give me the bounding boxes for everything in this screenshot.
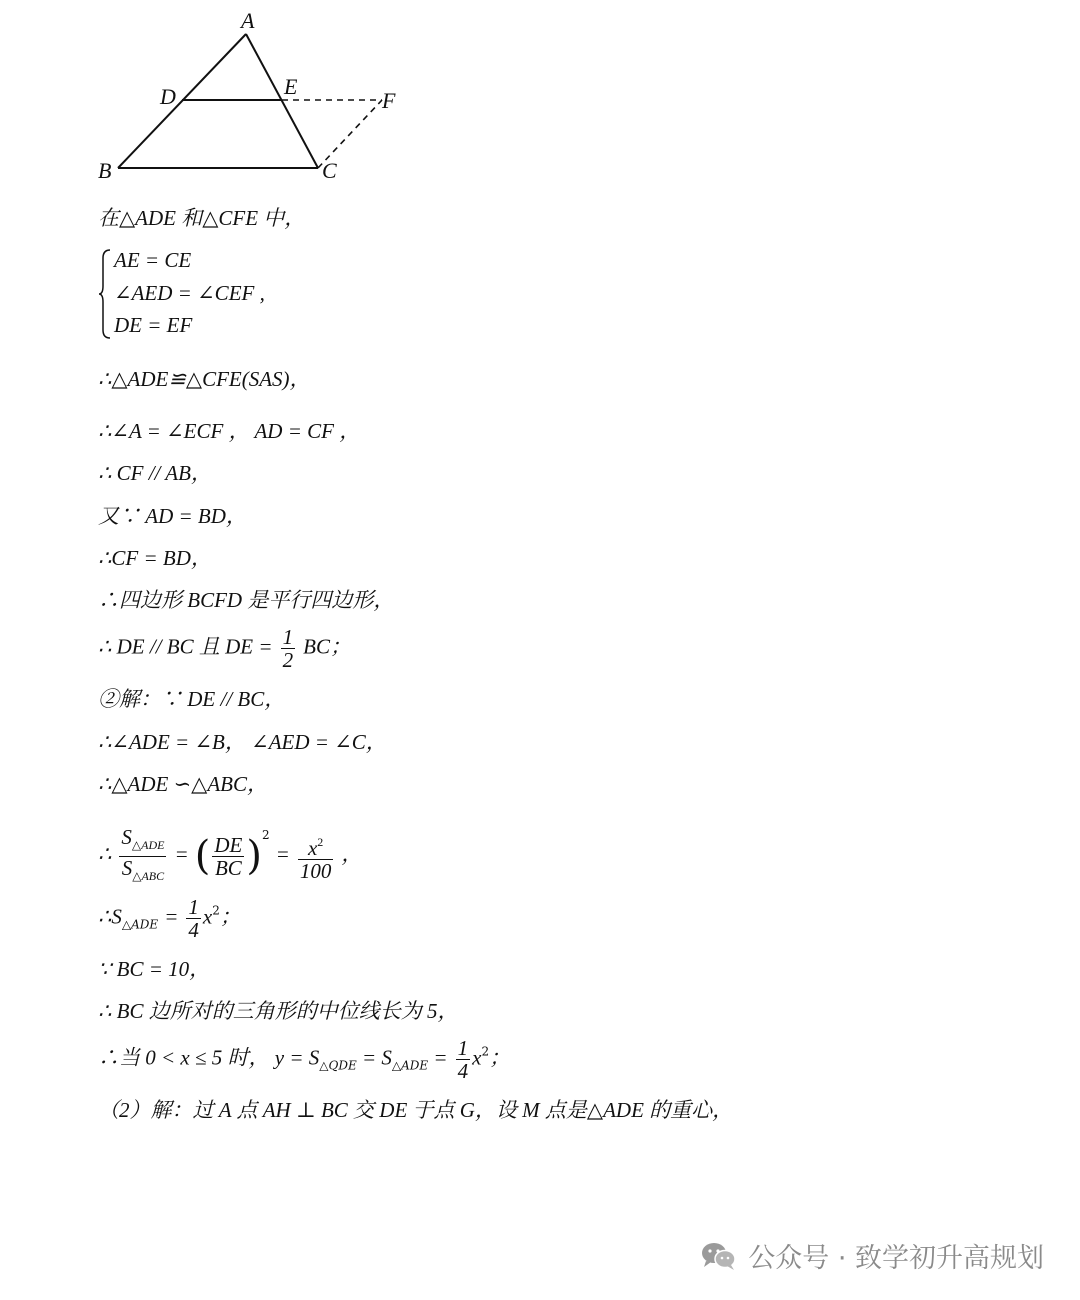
text-line-2: ∴△ADE≌△CFE(SAS)， — [98, 367, 311, 391]
text-line-7: ∴四边形 BCFD 是平行四边形， — [98, 588, 395, 612]
label-c: C — [322, 158, 337, 183]
wechat-icon — [700, 1240, 738, 1272]
text-line-5: 又∵ AD = BD， — [98, 504, 247, 528]
text-line-15: ∴ BC 边所对的三角形的中位线长为 5， — [98, 999, 459, 1023]
text-line-17: （2）解：过 A 点 AH ⊥ BC 交 DE 于点 G，设 M 点是△ADE 的重心， — [98, 1098, 734, 1122]
text-line-10: ∴∠ADE = ∠B， ∠AED = ∠C， — [98, 730, 387, 754]
label-d: D — [160, 84, 176, 109]
text-line-9: ②解：∵ DE // BC， — [98, 687, 286, 711]
system-line-3: DE = EF — [114, 313, 193, 337]
text-line-14: ∵ BC = 10， — [98, 957, 211, 981]
text-line-4: ∴ CF // AB， — [98, 461, 212, 485]
text-line-12: ∴ $\frac{S_{\triangle ADE}}{S_{\triangle ABC}}$ = ( $\frac{DE}{BC}$ )$^2$ = $\frac{x^2}{100}$ ， — [98, 822, 362, 887]
text-line-1: 在△ADE 和△CFE 中， — [98, 206, 306, 230]
text-line-3: ∴∠A = ∠ECF ， AD = CF ， — [98, 419, 361, 443]
text-line-6: ∴CF = BD， — [98, 546, 212, 570]
system-line-2: ∠AED = ∠CEF , — [114, 281, 265, 305]
left-brace — [98, 248, 112, 340]
label-e: E — [284, 74, 298, 99]
geometry-figure — [88, 6, 428, 190]
watermark — [700, 1236, 1044, 1275]
text-line-16: ∴当 0 < x ≤ 5 时， $y = S_{\triangle QDE} = S_{\triangle ADE}$ = $\frac{1}{4}$ $x^2$； — [98, 1036, 511, 1083]
text-line-13: $\therefore S_{\triangle ADE}$ = $\frac{1}{4}$ $x^2$； — [98, 895, 241, 942]
watermark-text: 公众号 · 致学初升高规划 — [748, 1243, 1044, 1274]
text-line-8: ∴ DE // BC 且 DE = $\frac{1}{2}$ BC； — [98, 625, 351, 672]
system-line-1: AE = CE — [114, 248, 192, 272]
label-a: A — [241, 8, 255, 33]
label-b: B — [98, 158, 112, 183]
label-f: F — [382, 88, 396, 113]
text-line-11: ∴△ADE ∽△ABC， — [98, 772, 268, 796]
